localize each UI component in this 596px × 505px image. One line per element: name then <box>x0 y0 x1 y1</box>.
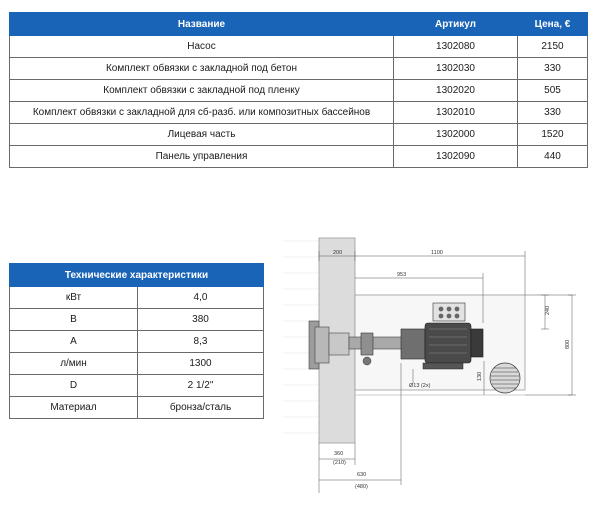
table-row <box>10 124 588 146</box>
spec-param: D <box>10 375 138 397</box>
dim-800: 800 <box>565 339 571 349</box>
price-table <box>9 12 588 168</box>
table-row <box>10 80 588 102</box>
pump-motor <box>401 323 483 363</box>
row-name: Комплект обвязки с закладной для сб-разб. или композитных бассейнов <box>10 102 394 124</box>
row-article: 1302030 <box>394 58 518 80</box>
dim-210: (210) <box>333 460 346 466</box>
spec-table <box>9 263 264 419</box>
spec-value: 4,0 <box>138 287 264 309</box>
dim-630: 630 <box>357 472 367 478</box>
row-article: 1302010 <box>394 102 518 124</box>
dim-1100: 1100 <box>431 250 443 256</box>
table-row <box>10 58 588 80</box>
dim-d13: Ø13 (2x) <box>409 383 431 389</box>
spec-value: 8,3 <box>138 331 264 353</box>
spec-param: л/мин <box>10 353 138 375</box>
dim-953: 953 <box>397 272 407 278</box>
row-name: Панель управления <box>10 146 394 168</box>
spec-table-title: Технические характеристики <box>10 264 264 287</box>
row-price: 330 <box>518 58 588 80</box>
table-row <box>10 309 264 331</box>
pipe <box>349 337 403 349</box>
spec-param: кВт <box>10 287 138 309</box>
row-name: Насос <box>10 36 394 58</box>
row-name: Комплект обвязки с закладной под пленку <box>10 80 394 102</box>
table-row <box>10 375 264 397</box>
terminal-box <box>433 303 465 321</box>
row-price: 505 <box>518 80 588 102</box>
table-row <box>10 146 588 168</box>
price-table-header <box>10 13 588 36</box>
vent-grille <box>490 363 520 393</box>
dim-360: 360 <box>334 451 344 457</box>
row-article: 1302080 <box>394 36 518 58</box>
row-price: 2150 <box>518 36 588 58</box>
spec-value: 2 1/2" <box>138 375 264 397</box>
valve-body <box>361 333 373 355</box>
header-article: Артикул <box>394 13 518 36</box>
row-price: 1520 <box>518 124 588 146</box>
row-name: Лицевая часть <box>10 124 394 146</box>
spec-param: Материал <box>10 397 138 419</box>
header-name: Название <box>10 13 394 36</box>
spec-value: бронза/сталь <box>138 397 264 419</box>
dim-200: 200 <box>333 250 343 256</box>
header-price: Цена, € <box>518 13 588 36</box>
technical-drawing <box>283 233 583 495</box>
row-article: 1302020 <box>394 80 518 102</box>
row-price: 440 <box>518 146 588 168</box>
table-row <box>10 287 264 309</box>
row-article: 1302000 <box>394 124 518 146</box>
dim-130: 130 <box>477 371 483 381</box>
pump-foot <box>423 363 463 369</box>
valve-wheel <box>363 357 371 365</box>
dim-480: (480) <box>355 484 368 490</box>
spec-value: 380 <box>138 309 264 331</box>
table-row <box>10 353 264 375</box>
spec-value: 1300 <box>138 353 264 375</box>
table-row <box>10 331 264 353</box>
spec-param: В <box>10 309 138 331</box>
row-price: 330 <box>518 102 588 124</box>
table-row <box>10 102 588 124</box>
table-row <box>10 36 588 58</box>
row-article: 1302090 <box>394 146 518 168</box>
row-name: Комплект обвязки с закладной под бетон <box>10 58 394 80</box>
table-row <box>10 397 264 419</box>
spec-param: А <box>10 331 138 353</box>
dim-240: 240 <box>545 305 551 315</box>
